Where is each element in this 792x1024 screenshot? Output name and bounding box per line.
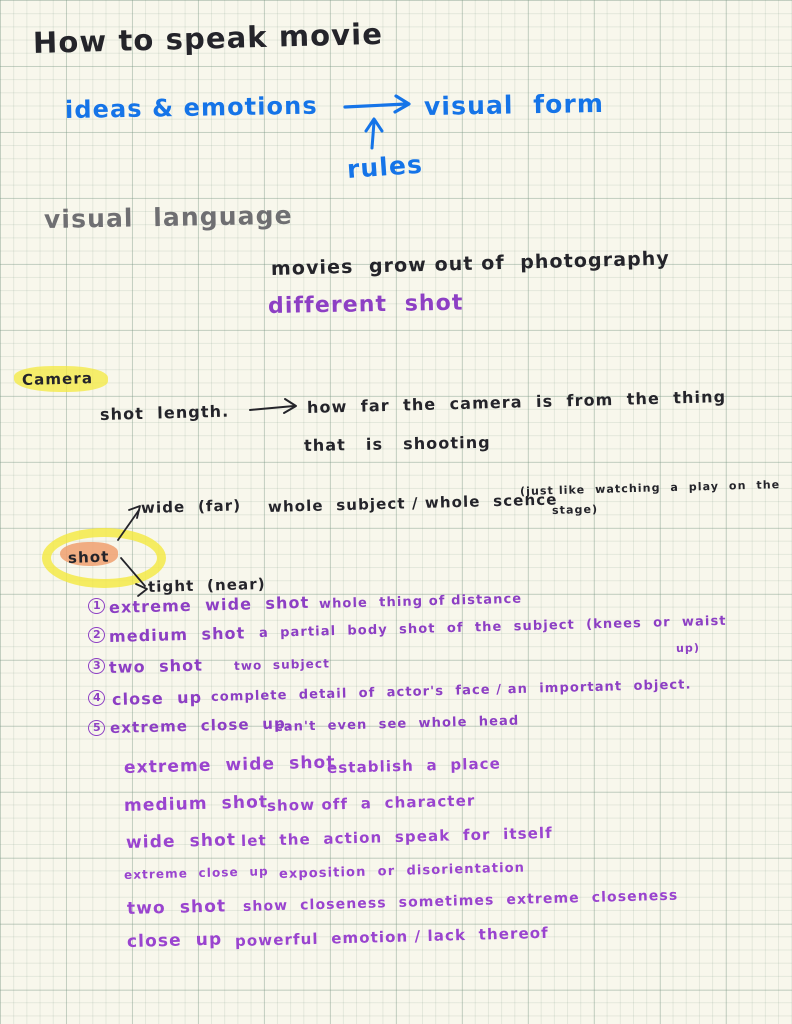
- list-number: 2: [93, 628, 101, 641]
- note-just-like: (just like watching a play on the: [519, 478, 781, 498]
- note-p4a: extreme close up: [123, 864, 269, 882]
- note-that-is: that is shooting: [303, 432, 491, 455]
- note-l5b: can't even see whole head: [274, 713, 520, 735]
- note-shot-label: shot: [67, 547, 110, 567]
- note-p1a: extreme wide shot: [123, 752, 336, 778]
- note-wide-far: wide (far): [140, 496, 242, 517]
- note-p3b: let the action speak for itself: [240, 823, 554, 850]
- note-whole-subject: whole subject / whole scence: [267, 490, 558, 516]
- note-l2a: medium shot: [108, 623, 246, 646]
- note-title: How to speak movie: [32, 16, 384, 60]
- note-l3a: two shot: [108, 655, 204, 677]
- list-number: 1: [93, 599, 101, 612]
- note-p6a: close up: [126, 929, 223, 952]
- note-p5b: show closeness sometimes extreme closeness: [242, 887, 679, 915]
- note-l4a: close up: [111, 687, 203, 709]
- list-number: 5: [93, 721, 101, 734]
- note-l5a: extreme close up.: [109, 714, 293, 737]
- note-p6b: powerful emotion / lack thereof: [234, 923, 550, 950]
- note-tight-near: tight (near): [147, 574, 266, 596]
- list-number: 3: [93, 659, 101, 672]
- note-visual-lang: visual language: [43, 200, 293, 234]
- note-l1a: extreme wide shot: [108, 592, 310, 617]
- note-p1b: establish a place: [326, 754, 502, 777]
- note-p2a: medium shot: [123, 792, 269, 816]
- note-camera: Camera: [21, 369, 94, 389]
- note-l4b: complete detail of actor's face / an important object.: [210, 677, 692, 705]
- note-rules: rules: [345, 149, 424, 184]
- note-p3a: wide shot: [125, 830, 237, 853]
- note-stage: stage): [551, 502, 599, 517]
- note-shot-length: shot length.: [99, 401, 237, 424]
- note-how-far: how far the camera is from the thing: [306, 387, 727, 417]
- note-l1b: whole thing of distance: [318, 591, 523, 612]
- note-l3b: two subject: [233, 656, 331, 673]
- list-number: 4: [93, 691, 101, 704]
- note-l2b: a partial body shot of the subject (knees or waist: [258, 613, 727, 641]
- note-movies-grow: movies grow out of photography: [270, 247, 671, 280]
- note-p5a: two shot: [126, 896, 227, 919]
- note-p2b: show off a character: [266, 791, 476, 815]
- note-ideas: ideas & emotions: [64, 91, 318, 124]
- note-l2c: up): [675, 641, 701, 655]
- note-visual-form: visual form: [423, 88, 605, 121]
- note-diff-shot: different shot: [267, 290, 464, 319]
- note-p4b: exposition or disorientation: [278, 860, 526, 882]
